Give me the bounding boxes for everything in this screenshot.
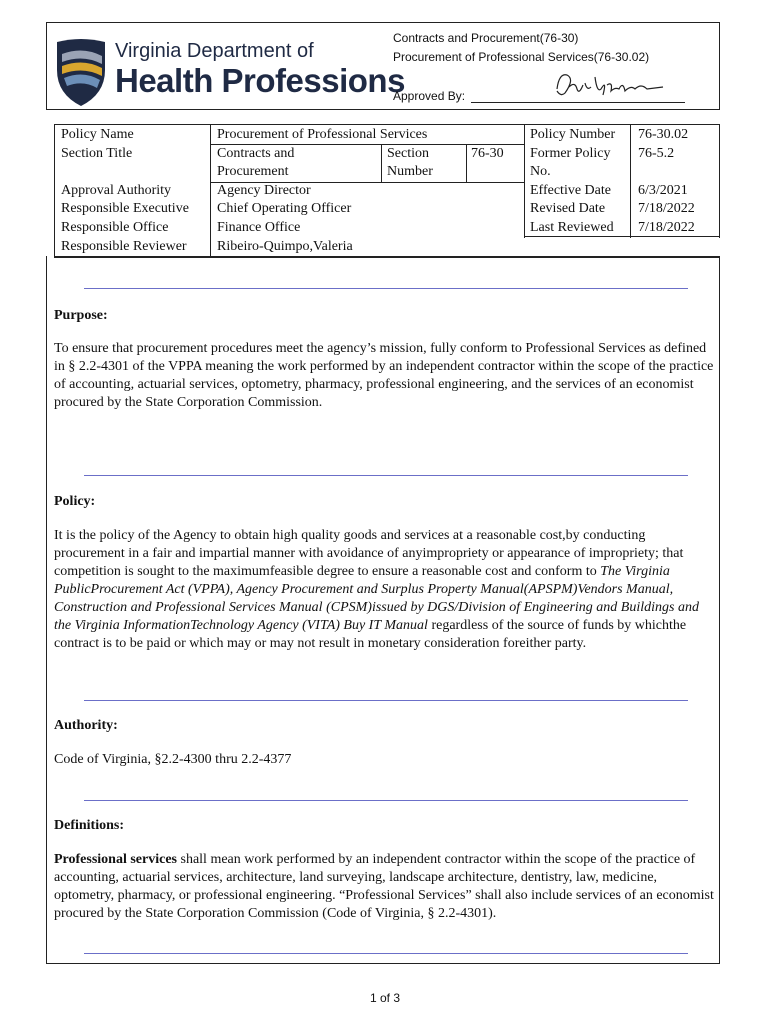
label-policy-number: Policy Number — [530, 127, 616, 142]
section-separator — [84, 475, 688, 476]
label-former-policy-1: Former Policy — [530, 146, 611, 161]
table-divider — [466, 144, 467, 182]
label-policy-name: Policy Name — [61, 127, 134, 142]
value-effective-date: 6/3/2021 — [638, 183, 688, 198]
value-responsible-executive: Chief Operating Officer — [217, 201, 352, 216]
policy-text-italic: The Virginia PublicProcurement Act (VPPA), Agency Procurement and Surplus Property Manual(APSPM)Vendors Manual, Construction and Professional Services Manual (CPSM)issued by DGS/Division of Engineering and Buildings and the Virginia InformationTechnology Agency (VITA) Buy IT Manual — [54, 564, 699, 633]
label-approval-authority: Approval Authority — [61, 183, 172, 198]
definition-body: shall mean work performed by an independent contractor within the scope of the practice of accounting, actuarial services, architecture, land surveying, landscape architecture, dentistry, law, medicine, optometry, pharmacy, or professional engineering. “Professional Services” shall also include services of an economist procured by the State Corporation Commission (Code of Virginia, § 2.2-4301). — [54, 852, 714, 921]
header-line-2: Procurement of Professional Services(76-30.02) — [393, 50, 650, 64]
label-former-policy-2: No. — [530, 164, 551, 179]
logo-text-line2: Health Professions — [115, 62, 405, 99]
header-line-1: Contracts and Procurement(76-30) — [393, 31, 579, 45]
section-separator — [84, 953, 688, 954]
definition-term: Professional services — [54, 852, 177, 867]
authority-paragraph: Code of Virginia, §2.2-4300 thru 2.2-4377 — [54, 752, 292, 767]
purpose-text — [54, 340, 718, 412]
section-separator — [84, 800, 688, 801]
value-former-policy: 76-5.2 — [638, 146, 675, 161]
approved-by-label: Approved By: — [393, 89, 466, 103]
purpose-heading: Purpose: — [54, 308, 108, 323]
value-last-reviewed: 7/18/2022 — [638, 220, 695, 235]
table-border-top — [54, 124, 720, 125]
label-section-number-2: Number — [387, 164, 433, 179]
label-last-reviewed: Last Reviewed — [530, 220, 614, 235]
value-section-title-1: Contracts and — [217, 146, 295, 161]
value-policy-name: Procurement of Professional Services — [217, 127, 428, 142]
label-responsible-office: Responsible Office — [61, 220, 169, 235]
agency-logo — [53, 36, 405, 108]
label-effective-date: Effective Date — [530, 183, 611, 198]
label-responsible-reviewer: Responsible Reviewer — [61, 239, 187, 254]
purpose-paragraph: To ensure that procurement procedures meet the agency’s mission, fully conform to Professional Services as defined in § 2.2-4301 of the VPPA meaning the work performed by an independent contractor within the scope of the practice of accounting, actuarial services, optometry, pharmacy, professional engineering, and the services of an economist procured by the State Corporation Commission. — [54, 341, 714, 410]
definitions-paragraph — [54, 851, 718, 923]
policy-text — [54, 527, 718, 653]
policy-paragraph — [54, 527, 718, 653]
page-number: 1 of 3 — [369, 991, 401, 1005]
value-policy-number: 76-30.02 — [638, 127, 689, 142]
table-border-left — [54, 124, 55, 256]
table-divider — [630, 124, 631, 238]
authority-text — [54, 751, 718, 769]
label-section-title: Section Title — [61, 146, 133, 161]
table-divider — [524, 124, 525, 238]
value-revised-date: 7/18/2022 — [638, 201, 695, 216]
header-info — [393, 29, 649, 67]
value-responsible-office: Finance Office — [217, 220, 301, 235]
authority-heading: Authority: — [54, 718, 118, 733]
value-responsible-reviewer: Ribeiro-Quimpo,Valeria — [217, 239, 353, 254]
section-separator — [84, 288, 688, 289]
table-border-right — [719, 124, 720, 238]
value-section-title-2: Procurement — [217, 164, 289, 179]
definitions-text — [54, 851, 718, 923]
definitions-heading: Definitions: — [54, 818, 124, 833]
label-revised-date: Revised Date — [530, 201, 606, 216]
value-section-number: 76-30 — [471, 146, 504, 161]
signature-icon — [551, 67, 671, 103]
policy-heading: Policy: — [54, 494, 96, 509]
label-section-number-1: Section — [387, 146, 429, 161]
logo-text-line1: Virginia Department of — [115, 40, 314, 62]
value-approval-authority: Agency Director — [217, 183, 311, 198]
label-responsible-executive: Responsible Executive — [61, 201, 189, 216]
section-separator — [84, 700, 688, 701]
policy-text-part1: It is the policy of the Agency to obtain high quality goods and services at a reasonable cost,by conducting procurement in a fair and impartial manner with avoidance of anyimpropriety or appearance of impropriety; that competition is sought to the maximumfeasible degree to ensure a reasonable cost and conform to — [54, 528, 684, 579]
table-divider — [381, 144, 382, 182]
document-header — [46, 22, 720, 110]
policy-text-part2: regardless of the source of funds by whichthe contract is to be paid or which may or may not result in monetary consideration foreither party. — [54, 618, 687, 651]
shield-icon — [53, 36, 109, 108]
